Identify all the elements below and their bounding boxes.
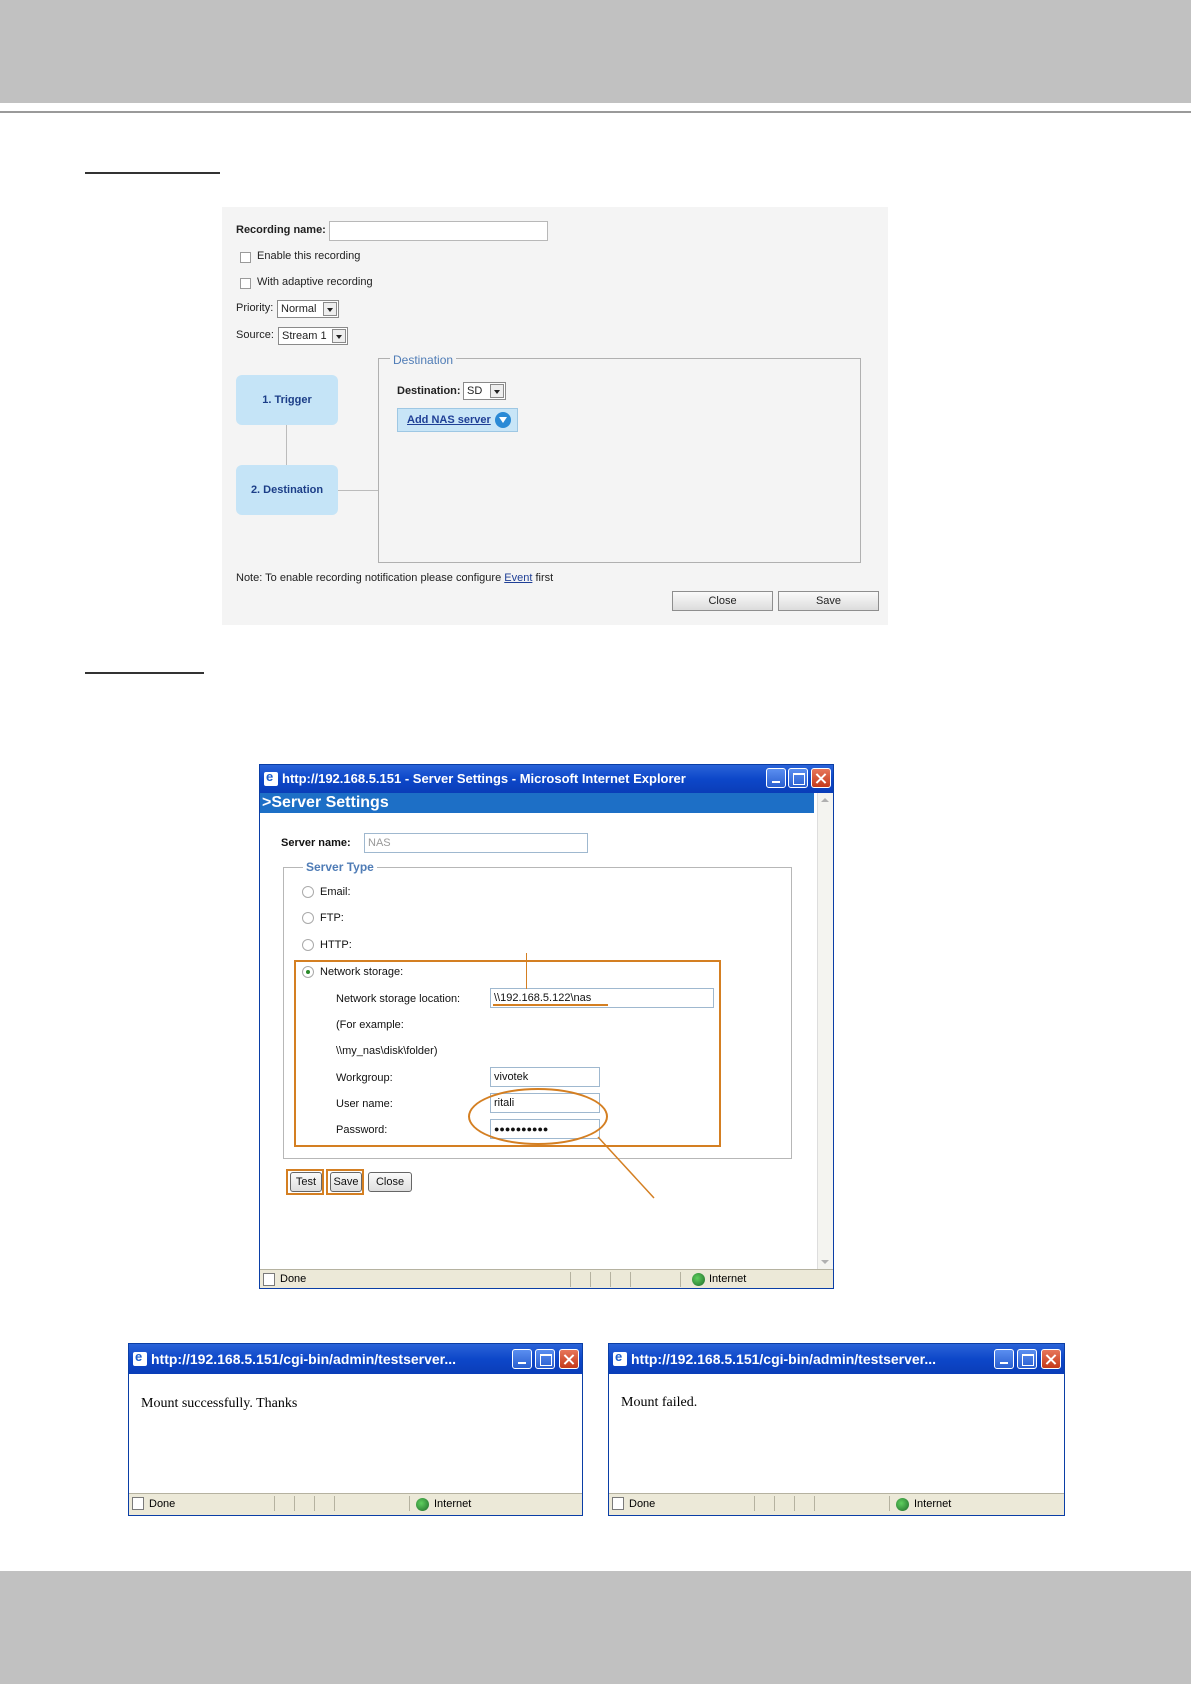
dropdown-arrow-icon: [332, 329, 346, 343]
status-separator: [274, 1496, 275, 1511]
adaptive-recording-label: With adaptive recording: [257, 276, 373, 288]
status-separator: [630, 1272, 631, 1287]
destination-select[interactable]: [463, 382, 506, 400]
step-destination[interactable]: 2. Destination: [236, 465, 338, 515]
status-separator: [314, 1496, 315, 1511]
close-button[interactable]: Close: [672, 591, 773, 611]
footer-band: [0, 1571, 1191, 1684]
scroll-down-icon: [821, 1260, 829, 1264]
zone-text: Internet: [709, 1273, 747, 1285]
location-callout-line: [526, 953, 527, 989]
internet-zone-icon: [416, 1498, 429, 1511]
username-input[interactable]: ritali: [490, 1093, 600, 1113]
status-bar: [129, 1493, 582, 1515]
server-type-legend: Server Type: [303, 860, 377, 874]
destination-value: SD: [467, 385, 483, 397]
status-bar: [609, 1493, 1064, 1515]
page-status-icon: [263, 1273, 275, 1286]
server-name-label: Server name:: [281, 837, 351, 849]
close-button[interactable]: Close: [368, 1172, 412, 1192]
username-label: User name:: [336, 1098, 393, 1110]
network-storage-radio[interactable]: [302, 966, 314, 978]
http-label: HTTP:: [320, 939, 352, 951]
section-heading-rule-1: [85, 172, 220, 174]
zone-text: Internet: [914, 1498, 952, 1510]
ie-page-icon: [613, 1352, 627, 1366]
step-connector: [286, 425, 287, 465]
source-label: Source:: [236, 329, 274, 341]
recording-name-label: Recording name:: [236, 224, 326, 236]
workgroup-input[interactable]: vivotek: [490, 1067, 600, 1087]
status-separator: [334, 1496, 335, 1511]
window-title-bar: [129, 1344, 582, 1374]
close-window-button[interactable]: [1041, 1349, 1061, 1369]
section-heading-rule-2: [85, 672, 204, 674]
status-text: Done: [280, 1273, 307, 1285]
ftp-radio[interactable]: [302, 912, 314, 924]
maximize-button[interactable]: [535, 1349, 555, 1369]
enable-recording-label: Enable this recording: [257, 250, 361, 262]
zone-text: Internet: [434, 1498, 472, 1510]
minimize-button[interactable]: [766, 768, 786, 788]
location-underline-marker: [493, 1004, 608, 1006]
status-separator: [774, 1496, 775, 1511]
dropdown-arrow-icon: [323, 302, 337, 316]
mount-failed-window: [608, 1343, 1065, 1516]
server-settings-heading: >Server Settings: [260, 793, 814, 813]
window-title: http://192.168.5.151/cgi-bin/admin/testserver...: [151, 1351, 457, 1367]
window-title: http://192.168.5.151 - Server Settings - Microsoft Internet Explorer: [282, 771, 686, 786]
source-select[interactable]: [278, 327, 348, 345]
internet-zone-icon: [692, 1273, 705, 1286]
window-title: http://192.168.5.151/cgi-bin/admin/testserver...: [631, 1351, 937, 1367]
internet-zone-icon: [896, 1498, 909, 1511]
status-bar: [260, 1269, 833, 1288]
window-title-bar: [609, 1344, 1064, 1374]
http-radio[interactable]: [302, 939, 314, 951]
status-text: Done: [629, 1498, 656, 1510]
network-storage-label: Network storage:: [320, 966, 404, 978]
expand-arrow-icon: [495, 412, 511, 428]
header-band: [0, 0, 1191, 103]
workgroup-label: Workgroup:: [336, 1072, 393, 1084]
mount-result-message: Mount successfully. Thanks: [141, 1396, 298, 1411]
test-button[interactable]: Test: [290, 1172, 322, 1192]
status-separator: [889, 1496, 890, 1511]
priority-label: Priority:: [236, 302, 274, 314]
ftp-label: FTP:: [320, 912, 344, 924]
maximize-button[interactable]: [788, 768, 808, 788]
status-separator: [754, 1496, 755, 1511]
vertical-scrollbar[interactable]: [817, 793, 833, 1269]
scroll-up-icon: [821, 798, 829, 802]
dropdown-arrow-icon: [490, 384, 504, 398]
source-value: Stream 1: [282, 330, 327, 342]
note-text: Note: To enable recording notification please configure: [236, 572, 505, 584]
status-separator: [570, 1272, 571, 1287]
ie-page-icon: [264, 772, 278, 786]
add-nas-server-button[interactable]: [397, 408, 518, 432]
email-label: Email:: [320, 886, 351, 898]
status-separator: [680, 1272, 681, 1287]
adaptive-recording-checkbox[interactable]: [240, 278, 251, 289]
page-status-icon: [132, 1497, 144, 1510]
minimize-button[interactable]: [994, 1349, 1014, 1369]
recording-name-input[interactable]: [329, 221, 548, 241]
mount-success-window: [128, 1343, 583, 1516]
status-separator: [794, 1496, 795, 1511]
credentials-callout-line: [596, 1135, 658, 1201]
password-label: Password:: [336, 1124, 388, 1136]
close-window-button[interactable]: [811, 768, 831, 788]
save-button[interactable]: Save: [330, 1172, 362, 1192]
example-line-1: (For example:: [336, 1019, 404, 1031]
save-button[interactable]: Save: [778, 591, 879, 611]
email-radio[interactable]: [302, 886, 314, 898]
recording-note: [236, 572, 553, 584]
window-title-bar: [260, 765, 833, 793]
destination-legend: Destination: [390, 353, 456, 367]
server-settings-window: [259, 764, 834, 1289]
ie-page-icon: [133, 1352, 147, 1366]
minimize-button[interactable]: [512, 1349, 532, 1369]
credentials-highlight-ellipse: [468, 1088, 608, 1145]
status-separator: [814, 1496, 815, 1511]
step-trigger[interactable]: 1. Trigger: [236, 375, 338, 425]
server-name-input[interactable]: NAS: [364, 833, 588, 853]
event-link[interactable]: Event: [504, 572, 533, 584]
example-line-2: \\my_nas\disk\folder): [336, 1045, 438, 1057]
status-text: Done: [149, 1498, 176, 1510]
note-suffix: first: [532, 572, 554, 584]
status-separator: [610, 1272, 611, 1287]
close-window-button[interactable]: [559, 1349, 579, 1369]
password-input[interactable]: ●●●●●●●●●●: [490, 1119, 600, 1139]
page-status-icon: [612, 1497, 624, 1510]
add-nas-server-link[interactable]: Add NAS server: [407, 414, 491, 426]
priority-value: Normal: [281, 303, 317, 315]
maximize-button[interactable]: [1017, 1349, 1037, 1369]
priority-select[interactable]: [277, 300, 339, 318]
storage-location-label: Network storage location:: [336, 993, 461, 1005]
storage-location-input[interactable]: \\192.168.5.122\nas: [490, 988, 714, 1008]
status-separator: [294, 1496, 295, 1511]
status-separator: [590, 1272, 591, 1287]
status-separator: [409, 1496, 410, 1511]
header-divider: [0, 111, 1191, 113]
destination-label: Destination:: [397, 385, 461, 397]
enable-recording-checkbox[interactable]: [240, 252, 251, 263]
mount-result-message: Mount failed.: [621, 1395, 698, 1410]
recording-settings-panel: [222, 207, 888, 625]
step-bracket-line: [338, 490, 378, 491]
